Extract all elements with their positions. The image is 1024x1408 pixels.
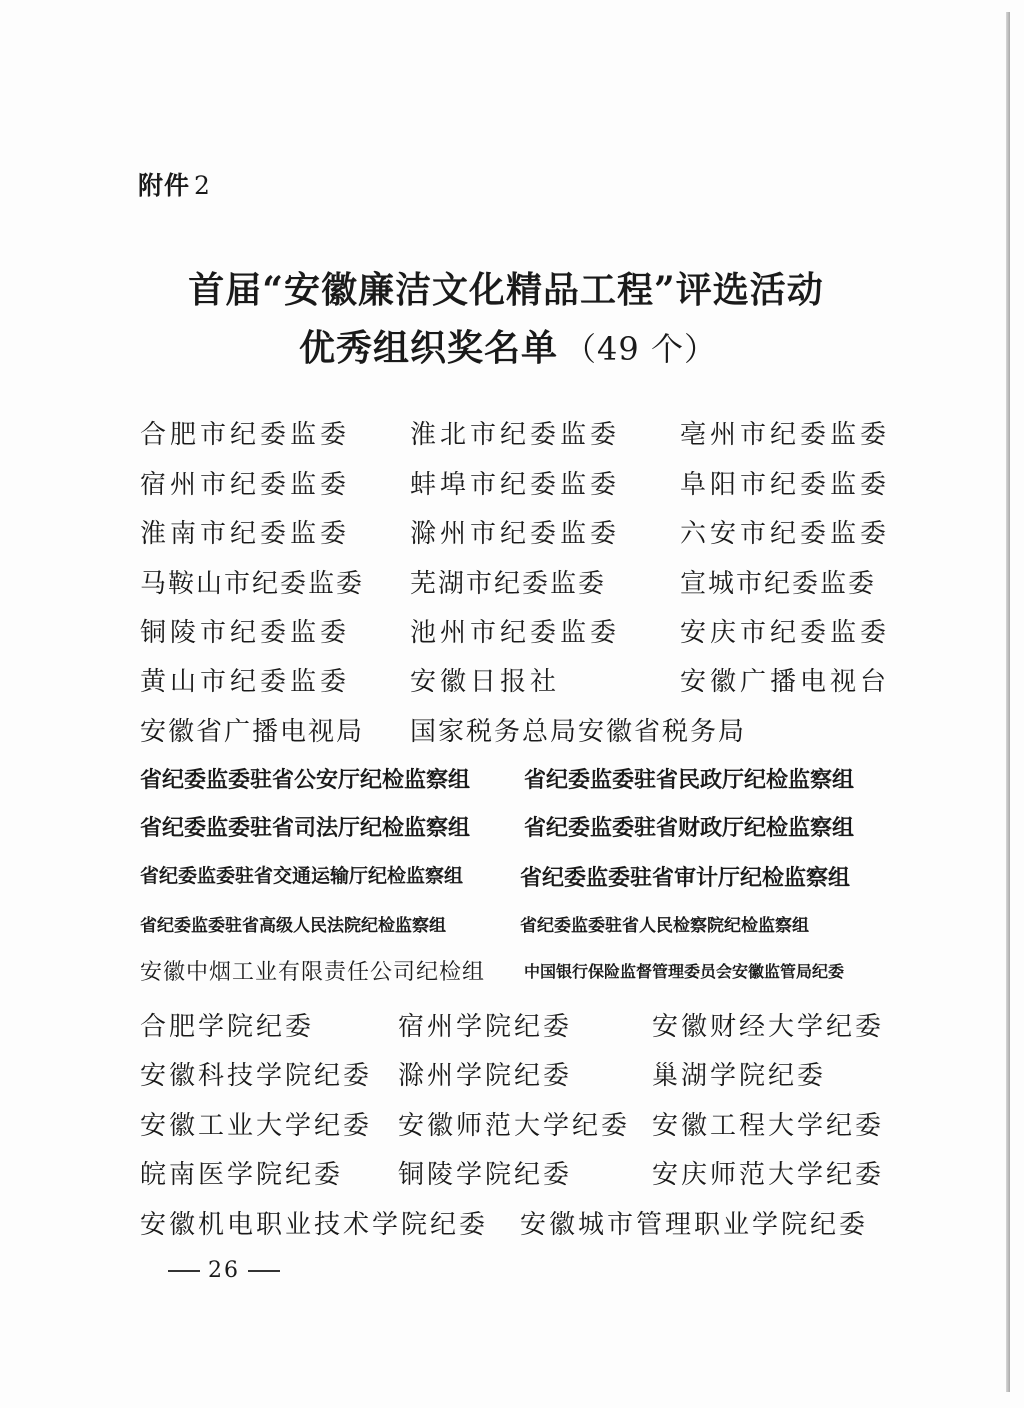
list-item: 马鞍山市纪委监委 [140,569,365,599]
list-item: 蚌埠市纪委监委 [410,470,621,500]
page-number [160,1258,288,1283]
list-item: 宿州学院纪委 [398,1012,573,1042]
list-row [140,711,880,751]
title-count: （49 个） [564,330,717,368]
list-item: 淮南市纪委监委 [140,519,351,549]
list-item: 安徽中烟工业有限责任公司纪检组 [140,960,486,985]
attachment-text: 附件 [138,171,191,200]
list-row [140,1154,885,1194]
attachment-label [138,166,211,202]
list-item: 阜阳市纪委监委 [680,470,891,500]
list-item: 滁州学院纪委 [398,1061,573,1091]
list-item: 安庆市纪委监委 [680,618,891,648]
list-row [140,612,891,652]
list-item: 安庆师范大学纪委 [652,1160,885,1190]
list-item: 铜陵市纪委监委 [140,618,351,648]
list-item: 安徽广播电视台 [680,667,891,697]
page-number-text: 26 [208,1258,240,1283]
list-item: 安徽财经大学纪委 [652,1012,885,1042]
title-line-2 [0,320,1020,371]
list-row [140,1055,880,1095]
list-item: 铜陵学院纪委 [398,1160,573,1190]
list-row [140,811,880,851]
list-item: 安徽日报社 [410,667,561,697]
list-item: 省纪委监委驻省公安厅纪检监察组 [140,768,471,793]
list-item: 池州市纪委监委 [410,618,621,648]
list-row [140,661,891,701]
dash-right [248,1270,280,1272]
list-row [140,464,891,504]
list-item: 中国银行保险监督管理委员会安徽监管局纪委 [524,962,845,981]
list-row [140,911,880,951]
list-item: 安徽工程大学纪委 [652,1111,885,1141]
list-item: 亳州市纪委监委 [680,420,891,450]
list-item: 滁州市纪委监委 [410,519,621,549]
list-item: 宣城市纪委监委 [680,569,877,599]
list-item: 安徽城市管理职业学院纪委 [520,1210,869,1240]
list-item: 合肥市纪委监委 [140,420,351,450]
list-item: 合肥学院纪委 [140,1012,315,1042]
list-row [140,414,891,454]
list-row [140,1006,885,1046]
list-item: 安徽省广播电视局 [140,717,365,747]
list-item: 省纪委监委驻省人民检察院纪检监察组 [520,916,809,936]
list-row [140,563,880,603]
attachment-number: 2 [194,171,211,200]
list-row [140,955,880,995]
list-item: 淮北市纪委监委 [410,420,621,450]
list-item: 省纪委监委驻省高级人民法院纪检监察组 [140,916,446,936]
list-item: 国家税务总局安徽省税务局 [410,717,747,747]
list-item: 安徽科技学院纪委 [140,1061,373,1091]
list-row [140,1105,885,1145]
list-row [140,763,880,803]
list-item: 安徽工业大学纪委 [140,1111,373,1141]
list-item: 省纪委监委驻省交通运输厅纪检监察组 [140,865,464,887]
list-row [140,513,891,553]
list-item: 省纪委监委驻省审计厅纪检监察组 [520,866,851,891]
page-edge-shadow [1006,12,1010,1392]
list-item: 宿州市纪委监委 [140,470,351,500]
list-row [140,861,880,901]
list-item: 省纪委监委驻省财政厅纪检监察组 [524,816,855,841]
list-row [140,1204,880,1244]
list-item: 芜湖市纪委监委 [410,569,607,599]
title-line-2-text: 优秀组织奖名单 [299,327,559,369]
list-item: 皖南医学院纪委 [140,1160,344,1190]
dash-left [168,1270,200,1272]
title-line-1: 首届“安徽廉洁文化精品工程”评选活动 [188,269,824,311]
list-item: 安徽机电职业技术学院纪委 [140,1210,489,1240]
list-item: 省纪委监委驻省司法厅纪检监察组 [140,816,471,841]
list-item: 六安市纪委监委 [680,519,891,549]
list-item: 安徽师范大学纪委 [398,1111,631,1141]
list-item: 省纪委监委驻省民政厅纪检监察组 [524,768,855,793]
list-item: 黄山市纪委监委 [140,667,351,697]
list-item: 巢湖学院纪委 [652,1061,827,1091]
